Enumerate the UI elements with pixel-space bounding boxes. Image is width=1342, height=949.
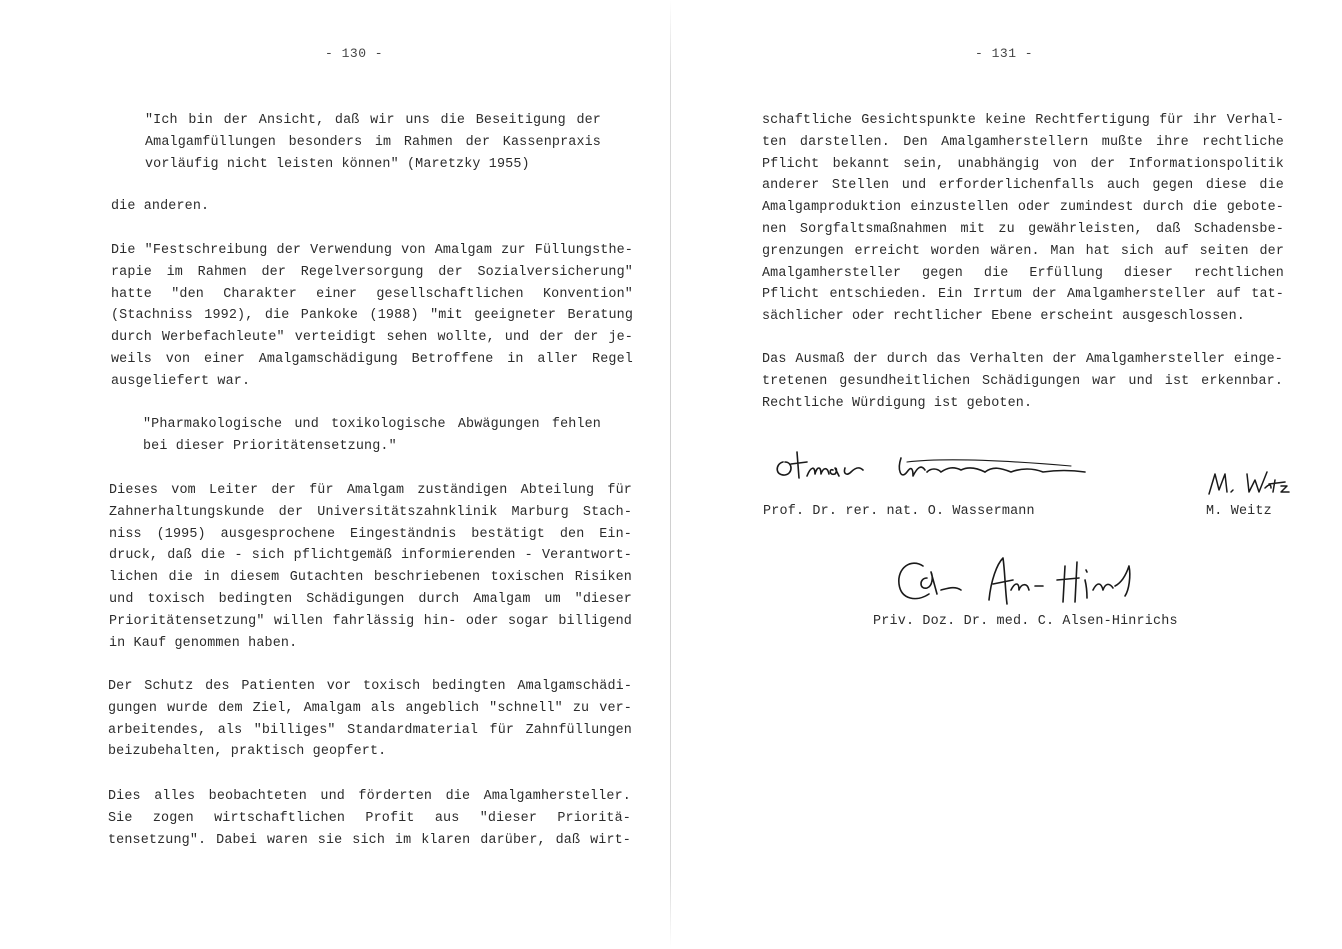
text-line: tretenen gesundheitlichen Schädigungen war und ist erkennbar. [762, 373, 1283, 389]
text-line: Amalgamfüllungen besonders im Rahmen der Kassenpraxis [145, 134, 601, 150]
paragraph [111, 196, 633, 218]
text-line: Amalgamhersteller gegen die Erfüllung dieser rechtlichen [762, 265, 1284, 281]
text-line: grenzungen erreicht worden wären. Man hat sich auf seiten der [762, 243, 1284, 259]
text-line: Pflicht bekannt sein, unabhängig von der Informationspolitik [762, 156, 1284, 172]
text-line: Das Ausmaß der durch das Verhalten der Amalgamhersteller einge- [762, 352, 1283, 367]
text-line: ausgeliefert war. [111, 373, 251, 389]
text-line: durch Werbefachleute" verteidigt sehen wollte, und der der je- [111, 330, 633, 346]
paragraph [108, 786, 631, 851]
text-line: beizubehalten, praktisch geopfert. [108, 744, 387, 760]
text-line: Zahnerhaltungskunde der Universitätszahnklinik Marburg Stach- [109, 504, 632, 520]
signature-alsen-hinrichs [893, 550, 1163, 612]
text-line: hatte "den Charakter einer gesellschaftlichen Konvention" [111, 286, 633, 302]
text-line: niss (1995) ausgesprochene Eingeständnis bestätigt den Ein- [109, 526, 632, 542]
text-line: druck, daß die - sich pflichtgemäß informierenden - Verantwort- [109, 548, 632, 564]
signature-weitz [1203, 466, 1298, 502]
text-line: ten darstellen. Den Amalgamherstellern mußte ihre rechtliche [762, 134, 1284, 150]
text-line: Rechtliche Würdigung ist geboten. [762, 395, 1033, 411]
text-line: schaftliche Gesichtspunkte keine Rechtfertigung für ihr Verhal- [762, 113, 1284, 128]
text-line: nen Sorgfaltsmaßnahmen mit zu gewährleisten, daß Schadensbe- [762, 221, 1284, 237]
page-number: - 131 - [975, 46, 1034, 61]
signatory-name: Prof. Dr. rer. nat. O. Wassermann [763, 504, 1035, 519]
text-line: Sie zogen wirtschaftlichen Profit aus "dieser Prioritä- [108, 810, 631, 826]
page-number: - 130 - [325, 46, 384, 61]
paragraph [762, 110, 1284, 328]
text-line: weils von einer Amalgamschädigung Betroffene in aller Regel [111, 351, 633, 367]
paragraph [111, 240, 633, 393]
text-line: Amalgamproduktion einzustellen oder zumindest durch die gebote- [762, 200, 1284, 216]
signature-wassermann [771, 440, 1131, 490]
text-line: Dieses vom Leiter der für Amalgam zuständigen Abteilung für [109, 483, 632, 498]
text-line: vorläufig nicht leisten können" (Maretzky 1955) [145, 156, 530, 172]
text-line: sächlicher oder rechtlicher Ebene erscheint ausgeschlossen. [762, 309, 1245, 325]
text-line: lichen die in diesem Gutachten beschriebenen toxischen Risiken [109, 570, 632, 586]
text-line: tensetzung". Dabei waren sie sich im klaren darüber, daß wirt- [108, 832, 631, 848]
quote-maretzky [145, 110, 601, 175]
text-line: "Ich bin der Ansicht, daß wir uns die Beseitigung der [145, 113, 601, 128]
text-line: arbeitendes, als "billiges" Standardmaterial für Zahnfüllungen [108, 722, 632, 738]
text-line: gungen wurde dem Ziel, Amalgam als angeblich "schnell" zu ver- [108, 700, 632, 716]
text-line: Pflicht entschieden. Ein Irrtum der Amalgamhersteller auf tat- [762, 287, 1284, 303]
paragraph [108, 676, 632, 763]
text-line: in Kauf genommen haben. [109, 635, 298, 651]
text-line: rapie im Rahmen der Regelversorgung der Sozialversicherung" [111, 264, 633, 280]
text-line: die anderen. [111, 199, 210, 214]
text-line: Prioritätensetzung" willen fahrlässig hin- oder sogar billigend [109, 613, 632, 629]
signatory-name: M. Weitz [1206, 504, 1272, 519]
text-line: (Stachniss 1992), die Pankoke (1988) "mit geeigneter Beratung [111, 308, 633, 324]
text-line: anderer Stellen und erforderlichenfalls auch gegen diese die [762, 178, 1284, 194]
text-line: "Pharmakologische und toxikologische Abwägungen fehlen [143, 417, 601, 432]
paragraph [109, 480, 632, 654]
signatory-name: Priv. Doz. Dr. med. C. Alsen-Hinrichs [873, 614, 1178, 629]
text-line: bei dieser Prioritätensetzung." [143, 438, 397, 454]
page-gutter [670, 0, 671, 949]
text-line: Die "Festschreibung der Verwendung von Amalgam zur Füllungsthe- [111, 243, 633, 258]
text-line: Der Schutz des Patienten vor toxisch bedingten Amalgamschädi- [108, 679, 632, 694]
paragraph [762, 349, 1283, 414]
quote-stachniss [143, 414, 601, 458]
text-line: Dies alles beobachteten und förderten die Amalgamhersteller. [108, 789, 631, 804]
text-line: und toxisch bedingten Schädigungen durch Amalgam um "dieser [109, 591, 632, 607]
